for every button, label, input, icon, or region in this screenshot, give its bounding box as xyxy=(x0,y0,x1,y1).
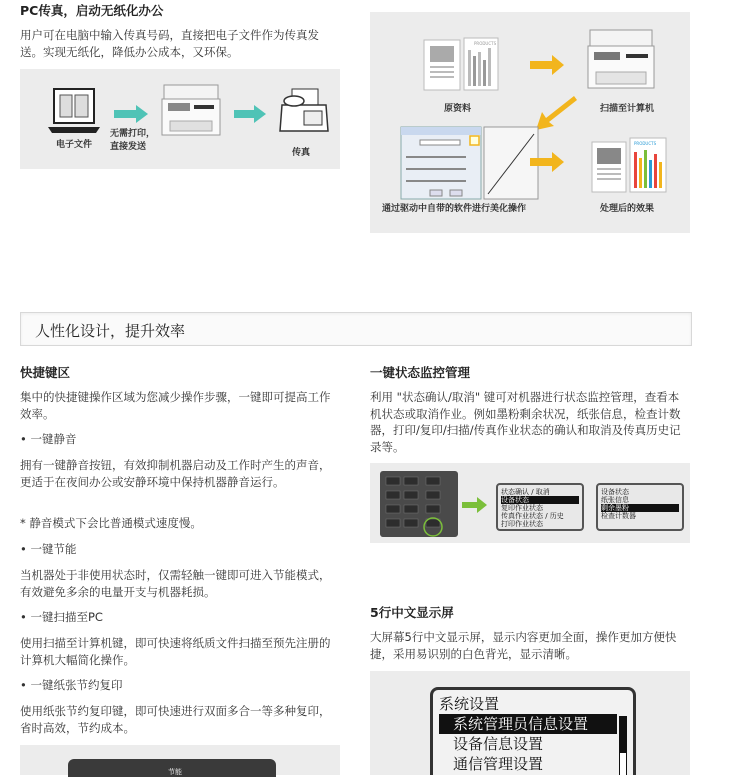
result-document-icon xyxy=(590,136,670,202)
fax-title: PC传真，启动无纸化办公 xyxy=(20,3,164,18)
arrow-right-icon xyxy=(462,497,488,513)
result-label: 处理后的效果 xyxy=(600,204,655,214)
mute-note: * 静音模式下会比普通模式速度慢。 xyxy=(20,516,202,530)
paper-save-text: 使用纸张节约复印键，即可快速进行双面多合一等多种复印，省时高效，节约成本。 xyxy=(20,704,331,735)
control-panel-icon xyxy=(380,471,458,537)
svg-text:PRODUCTS: PRODUCTS xyxy=(474,41,497,46)
keypad-photo xyxy=(20,745,340,775)
edoc-label: 电子文件 xyxy=(56,140,93,150)
fax-description: 用户可在电脑中输入传真号码，直接把电子文件作为传真发送。实现无纸化，降低办公成本，又环保。 xyxy=(20,28,319,59)
software-label: 通过驱动中自带的软件进行美化操作 xyxy=(382,204,527,214)
bullet-energy: • 一键节能 xyxy=(20,542,77,556)
section-header xyxy=(20,312,692,346)
section-title: 人性化设计，提升效率 xyxy=(35,322,186,340)
fax-label: 传真 xyxy=(292,148,311,158)
original-document-icon xyxy=(422,36,502,102)
arrow-right-icon xyxy=(530,55,566,75)
arrow-right-icon xyxy=(530,152,566,172)
svg-text:PRODUCTS: PRODUCTS xyxy=(634,141,657,146)
status-monitor-diagram xyxy=(370,463,690,543)
shortcut-intro: 集中的快捷键操作区域为您减少操作步骤，一键即可提高工作效率。 xyxy=(20,390,331,421)
scan-to-pc-label: 扫描至计算机 xyxy=(600,104,655,114)
no-print-label: 无需打印， 直接发送 xyxy=(110,129,156,152)
original-label: 原资料 xyxy=(444,104,472,114)
lcd-line-selected: 系统管理员信息设置 xyxy=(439,714,617,734)
shortcut-title: 快捷键区 xyxy=(20,365,71,380)
lcd-screen xyxy=(430,687,636,775)
printer-icon xyxy=(160,81,224,139)
status-lcd-1: 状态确认 / 取消 设备状态 复印作业状态 传真作业状态 / 历史 打印作业状态 xyxy=(496,483,584,531)
display-description: 大屏幕5行中文显示屏，显示内容更加全面，操作更加方便快捷，采用易识别的白色背光，显示清晰。 xyxy=(370,630,677,661)
status-lcd-2: 设备状态 纸张信息 剩余墨粉 检查计数器 xyxy=(596,483,684,531)
fax-machine-icon xyxy=(278,87,330,137)
monitor-title: 一键状态监控管理 xyxy=(370,365,471,380)
bullet-scan: • 一键扫描至PC xyxy=(20,610,103,624)
scanner-printer-icon xyxy=(586,26,656,94)
scan-diagram xyxy=(370,12,690,233)
lcd-line: 设备信息设置 xyxy=(453,735,544,753)
scan-text: 使用扫描至计算机键，即可快速将纸质文件扫描至预先注册的计算机大幅简化操作。 xyxy=(20,636,331,667)
arrow-right-icon xyxy=(254,105,266,123)
arrow-right-icon xyxy=(136,105,148,123)
energy-key-label: 节能 xyxy=(168,768,182,776)
mute-text: 拥有一键静音按钮，有效抑制机器启动及工作时产生的声音，更适于在夜间办公或安静环境中保持机器静音运行。 xyxy=(20,458,331,489)
lcd-scrollbar xyxy=(619,716,627,775)
bullet-paper-save: • 一键纸张节约复印 xyxy=(20,678,123,692)
monitor-description: 利用 "状态确认/取消" 键可对机器进行状态监控管理，查看本机状态或取消作业。例如墨粉剩余状况，纸张信息，检查计数器，打印/复印/扫描/传真作业状态的确认和取消及传真历史记录等。 xyxy=(370,390,681,454)
display-title: 5行中文显示屏 xyxy=(370,605,454,620)
software-window xyxy=(400,126,540,202)
energy-text: 当机器处于非使用状态时，仅需轻触一键即可进入节能模式，有效避免多余的电量开支与机器耗损。 xyxy=(20,568,331,599)
bullet-mute: • 一键静音 xyxy=(20,432,77,446)
lcd-line: 系统设置 xyxy=(439,695,500,713)
display-photo xyxy=(370,671,690,775)
fax-diagram xyxy=(20,69,340,169)
laptop-icon xyxy=(48,87,100,135)
lcd-line: 通信管理设置 xyxy=(453,755,544,773)
